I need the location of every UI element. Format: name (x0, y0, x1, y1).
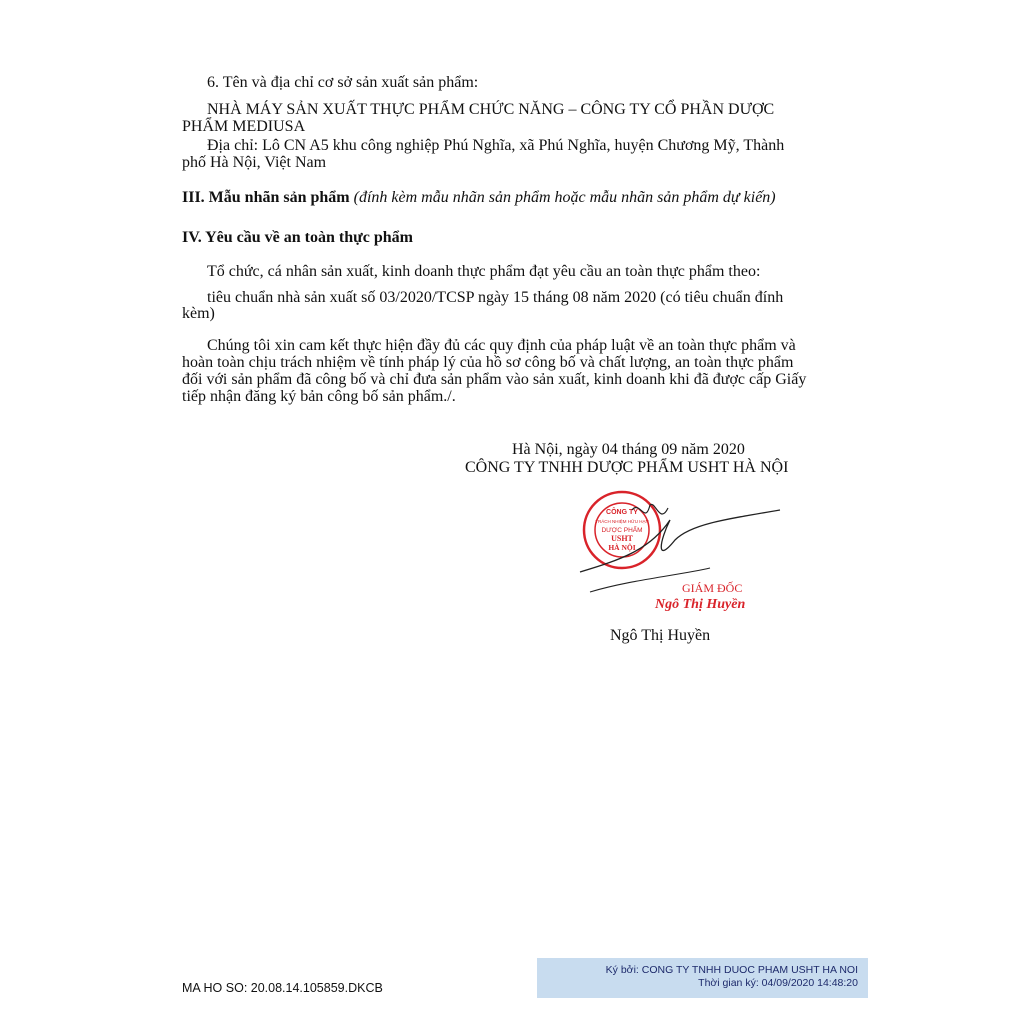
script-signature-name: Ngô Thị Huyền (655, 597, 746, 612)
signed-by: Ký bởi: CONG TY TNHH DUOC PHAM USHT HA NOI (605, 964, 858, 976)
printed-signer-name: Ngô Thị Huyền (610, 627, 711, 644)
svg-text:USHT: USHT (611, 534, 633, 543)
section4-title: IV. Yêu cầu về an toàn thực phẩm (182, 229, 413, 246)
section3-heading (182, 189, 776, 206)
place-date: Hà Nội, ngày 04 tháng 09 năm 2020 (512, 441, 745, 458)
manufacturer-name-line2: PHẨM MEDIUSA (182, 118, 306, 135)
digital-signature-box (537, 958, 868, 998)
section4-p2-line2: kèm) (182, 305, 215, 322)
sign-time: Thời gian ký: 04/09/2020 14:48:20 (698, 977, 858, 989)
section3-note: (đính kèm mẫu nhãn sản phẩm hoặc mẫu nhãn sản phẩm dự kiến) (353, 189, 776, 206)
address-line2: phố Hà Nội, Việt Nam (182, 154, 327, 171)
address-line1: Địa chỉ: Lô CN A5 khu công nghiệp Phú Nghĩa, xã Phú Nghĩa, huyện Chương Mỹ, Thành (207, 137, 785, 154)
ma-ho-so: MA HO SO: 20.08.14.105859.DKCB (182, 981, 383, 995)
company-name: CÔNG TY TNHH DƯỢC PHẨM USHT HÀ NỘI (465, 459, 789, 476)
section4-p1: Tổ chức, cá nhân sản xuất, kinh doanh thực phẩm đạt yêu cầu an toàn thực phẩm theo: (207, 263, 761, 280)
commitment-line: đối với sản phẩm đã công bố và chỉ đưa sản phẩm vào sản xuất, kinh doanh khi đã được cấp Giấy (182, 371, 807, 388)
commitment-line: tiếp nhận đăng ký bản công bố sản phẩm./. (182, 388, 456, 405)
svg-text:TRÁCH NHIỆM HỮU HẠN: TRÁCH NHIỆM HỮU HẠN (595, 519, 649, 524)
section4-p2-line1: tiêu chuẩn nhà sản xuất số 03/2020/TCSP ngày 15 tháng 08 năm 2020 (có tiêu chuẩn đính (207, 289, 784, 306)
section3-title: III. Mẫu nhãn sản phẩm (182, 189, 350, 206)
svg-text:HÀ NỘI: HÀ NỘI (608, 543, 636, 552)
manufacturer-name-line1: NHÀ MÁY SẢN XUẤT THỰC PHẨM CHỨC NĂNG – CÔNG TY CỔ PHẦN DƯỢC (207, 101, 775, 118)
commitment-line: Chúng tôi xin cam kết thực hiện đầy đủ các quy định của pháp luật về an toàn thực phẩm và (207, 337, 796, 354)
section6-heading: 6. Tên và địa chỉ cơ sở sản xuất sản phẩm: (207, 74, 479, 91)
svg-text:DƯỢC PHẨM: DƯỢC PHẨM (601, 527, 643, 534)
company-stamp (560, 480, 790, 620)
svg-text:CÔNG TY: CÔNG TY (606, 509, 638, 516)
commitment-line: hoàn toàn chịu trách nhiệm về tính pháp lý của hồ sơ công bố và chất lượng, an toàn thực phẩm (182, 354, 794, 371)
signer-role: GIÁM ĐỐC (682, 581, 743, 595)
